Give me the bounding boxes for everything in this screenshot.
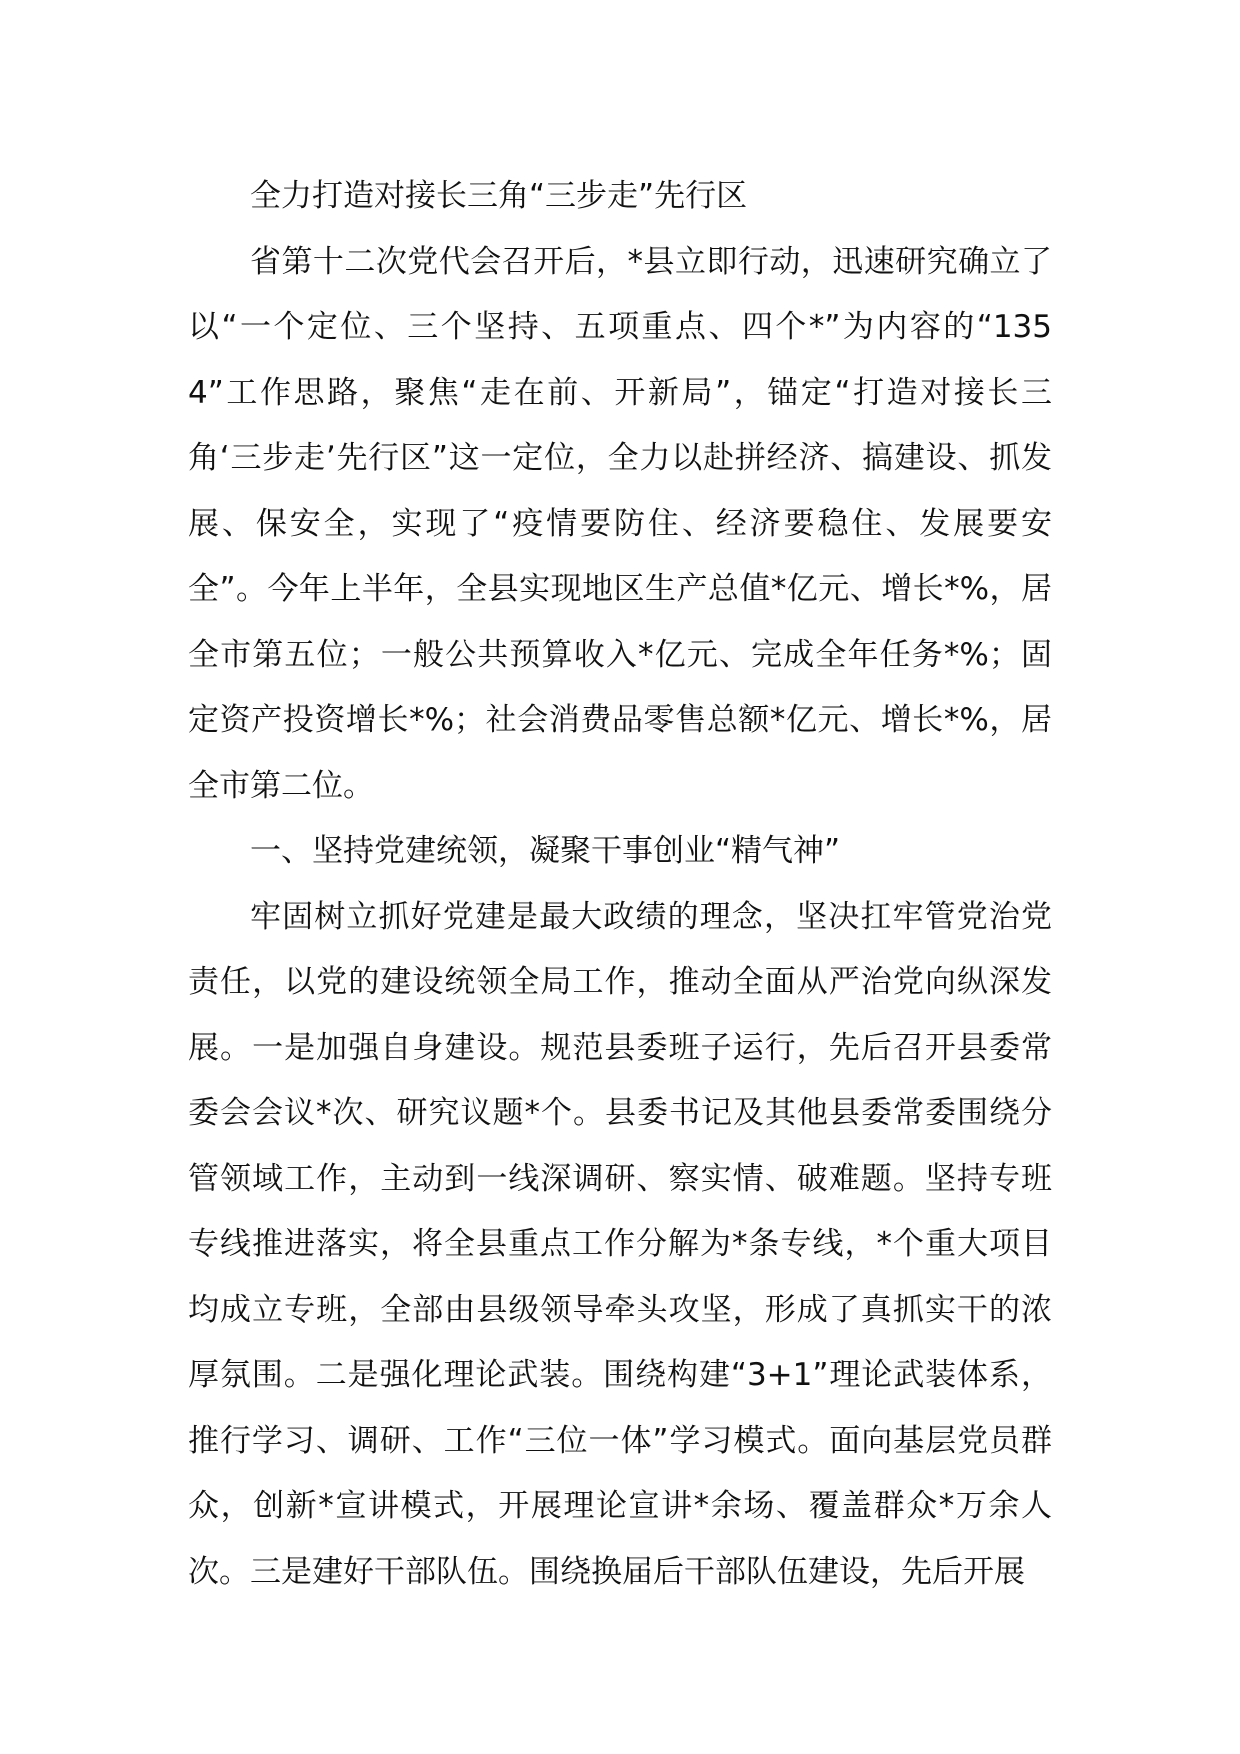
paragraph-party-building: 牢固树立抓好党建是最大政绩的理念，坚决扛牢管党治党责任，以党的建设统领全局工作，推动全面从严治党向纵深发展。一是加强自身建设。规范县委班子运行，先后召开县委常委会会议*次、研究议题*个。县委书记及其他县委常委围绕分管领域工作，主动到一线深调研、察实情、破难题。坚持专班专线推进落实，将全县重点工作分解为*条专线，*个重大项目均成立专班，全部由县级领导牵头攻坚，形成了真抓实干的浓厚氛围。二是强化理论武装。围绕构建“3+1”理论武装体系，推行学习、调研、工作“三位一体”学习模式。面向基层党员群众，创新*宣讲模式，开展理论宣讲*余场、覆盖群众*万余人次。三是建好干部队伍。围绕换届后干部队伍建设，先后开展 — [188, 898, 1052, 1590]
document-title: 全力打造对接长三角“三步走”先行区 — [250, 178, 748, 214]
section-heading-1: 一、坚持党建统领，凝聚干事创业“精气神” — [250, 833, 841, 869]
paragraph-summary: 省第十二次党代会召开后，*县立即行动，迅速研究确立了以“一个定位、三个坚持、五项重点、四个*”为内容的“1354”工作思路，聚焦“走在前、开新局”，锚定“打造对接长三角‘三步走’先行区”这一定位，全力以赴拼经济、搞建设、抓发展、保安全，实现了“疫情要防住、经济要稳住、发展要安全”。今年上半年，全县实现地区生产总值*亿元、增长*%，居全市第五位；一般公共预算收入*亿元、完成全年任务*%；固定资产投资增长*%；社会消费品零售总额*亿元、增长*%，居全市第二位。 — [188, 243, 1052, 804]
document-body — [188, 164, 1052, 1605]
